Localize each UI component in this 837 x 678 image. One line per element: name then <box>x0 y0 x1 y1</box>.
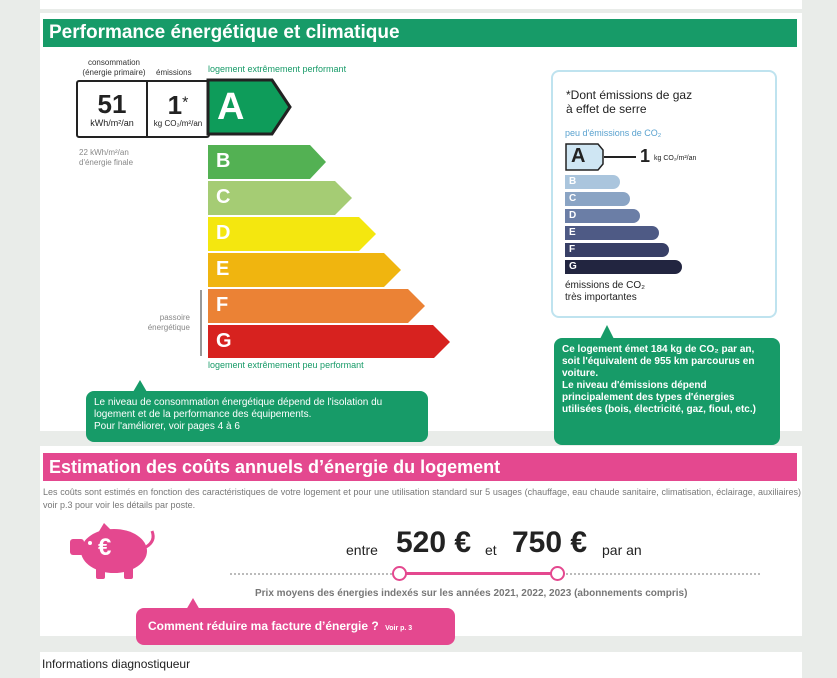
dpe-bar-f-label: F <box>216 294 229 316</box>
ges-note: *Dont émissions de gaz à effet de serre <box>566 88 693 116</box>
dpe-bar-g-label: G <box>216 330 232 352</box>
ges-bar-e <box>565 226 659 240</box>
ges-bar-g <box>565 260 682 274</box>
ges-unit: kg CO₂/m²/an <box>654 155 697 162</box>
ges-low-label: peu d'émissions de CO₂ <box>565 128 662 138</box>
dpe-bar-e-label: E <box>216 258 230 280</box>
ges-bar-d-label: D <box>569 210 577 221</box>
dpe-bubble: Le niveau de consommation énergétique dépend de l'isolation du logement et de la performance des équipements. Pour l'améliorer, voir pages 4 à 6 <box>86 391 428 442</box>
cost-min: 520 € <box>396 526 472 559</box>
ges-bubble-pointer <box>600 325 614 339</box>
emissions-value: 1 <box>167 89 183 120</box>
dpe-bar-g <box>208 325 450 358</box>
dpe-title: Performance énergétique et climatique <box>43 19 797 47</box>
best-performance-label: logement extrêmement performant <box>208 64 347 74</box>
emissions-value-wrap <box>168 91 189 119</box>
cost-max: 750 € <box>512 526 588 559</box>
consumption-unit: kWh/m²/an <box>90 118 134 128</box>
piggy-tail <box>146 531 153 547</box>
ges-bar-f <box>565 243 669 257</box>
reduce-bill-ref: Voir p. 3 <box>385 625 413 632</box>
cost-range-line <box>400 572 558 575</box>
piggy-front-leg <box>96 565 105 579</box>
dpe-bar-c-label: C <box>216 186 231 208</box>
ges-bar-f-label: F <box>569 244 576 255</box>
piggy-back-leg <box>124 565 133 579</box>
piggy-euro-symbol: € <box>98 534 112 561</box>
cost-range-max-marker <box>550 566 565 581</box>
ges-bar-g-label: G <box>569 261 577 272</box>
dpe-bar-a-label: A <box>217 86 245 128</box>
ges-bubble: Ce logement émet 184 kg de CO₂ par an, soit l'équivalent de 955 km parcourus en voiture. Le niveau d'émissions dépend principalement des types d'énergies utilisées (bois, électricité, gaz, fioul, etc.) <box>554 338 780 445</box>
passoire-bracket <box>200 290 202 356</box>
dpe-values-box <box>76 80 210 138</box>
dpe-bar-e <box>208 253 401 287</box>
costs-title: Estimation des coûts annuels d’énergie du logement <box>43 453 797 481</box>
footer-title: Informations diagnostiqueur <box>42 657 191 671</box>
emissions-cell <box>148 82 208 136</box>
emissions-header: émissions <box>156 68 192 77</box>
ges-value: 1 <box>640 146 651 166</box>
passoire-label: passoire énergétique <box>147 313 190 332</box>
reduce-bill-button[interactable] <box>136 608 455 645</box>
dpe-bar-f <box>208 289 425 323</box>
ges-high-label: émissions de CO₂ très importantes <box>565 280 646 303</box>
cost-and: et <box>485 542 497 558</box>
final-energy: 22 kWh/m²/an d'énergie finale <box>79 148 134 167</box>
cost-between: entre <box>346 542 378 558</box>
top-panel-strip <box>40 0 802 9</box>
emissions-unit: kg CO₂/m²/an <box>153 118 203 128</box>
dpe-bar-d <box>208 217 376 251</box>
ges-bar-c-label: C <box>569 193 577 204</box>
dpe-bar-b-label: B <box>216 150 231 172</box>
reduce-bill-label: Comment réduire ma facture d’énergie ? <box>148 619 379 633</box>
piggy-bank-icon <box>68 521 160 581</box>
cost-per-year: par an <box>602 542 642 558</box>
ges-pointer-line <box>604 156 636 158</box>
consumption-header: consommation (énergie primaire) <box>82 58 146 77</box>
consumption-value: 51 <box>97 89 127 119</box>
ges-bar-a-label: A <box>571 145 586 167</box>
prices-note: Prix moyens des énergies indexés sur les années 2021, 2022, 2023 (abonnements compris) <box>255 588 688 599</box>
cost-range-min-marker <box>392 566 407 581</box>
piggy-eye <box>88 541 92 545</box>
worst-performance-label: logement extrêmement peu performant <box>208 360 364 370</box>
piggy-snout <box>70 539 84 555</box>
emissions-star: * <box>182 94 189 112</box>
ges-bar-e-label: E <box>569 227 576 238</box>
piggy-body <box>81 529 147 573</box>
consumption-cell <box>78 82 148 136</box>
ges-bar-d <box>565 209 640 223</box>
dpe-bar-d-label: D <box>216 222 231 244</box>
costs-description: Les coûts sont estimés en fonction des caractéristiques de votre logement et pour une utilisation standard sur 5 usages (chauffage, eau chaude sanitaire, climatisation, éclairage, auxiliaires) voir p.3 pour voir les détails par poste. <box>43 487 801 510</box>
ges-bar-b-label: B <box>569 176 577 187</box>
